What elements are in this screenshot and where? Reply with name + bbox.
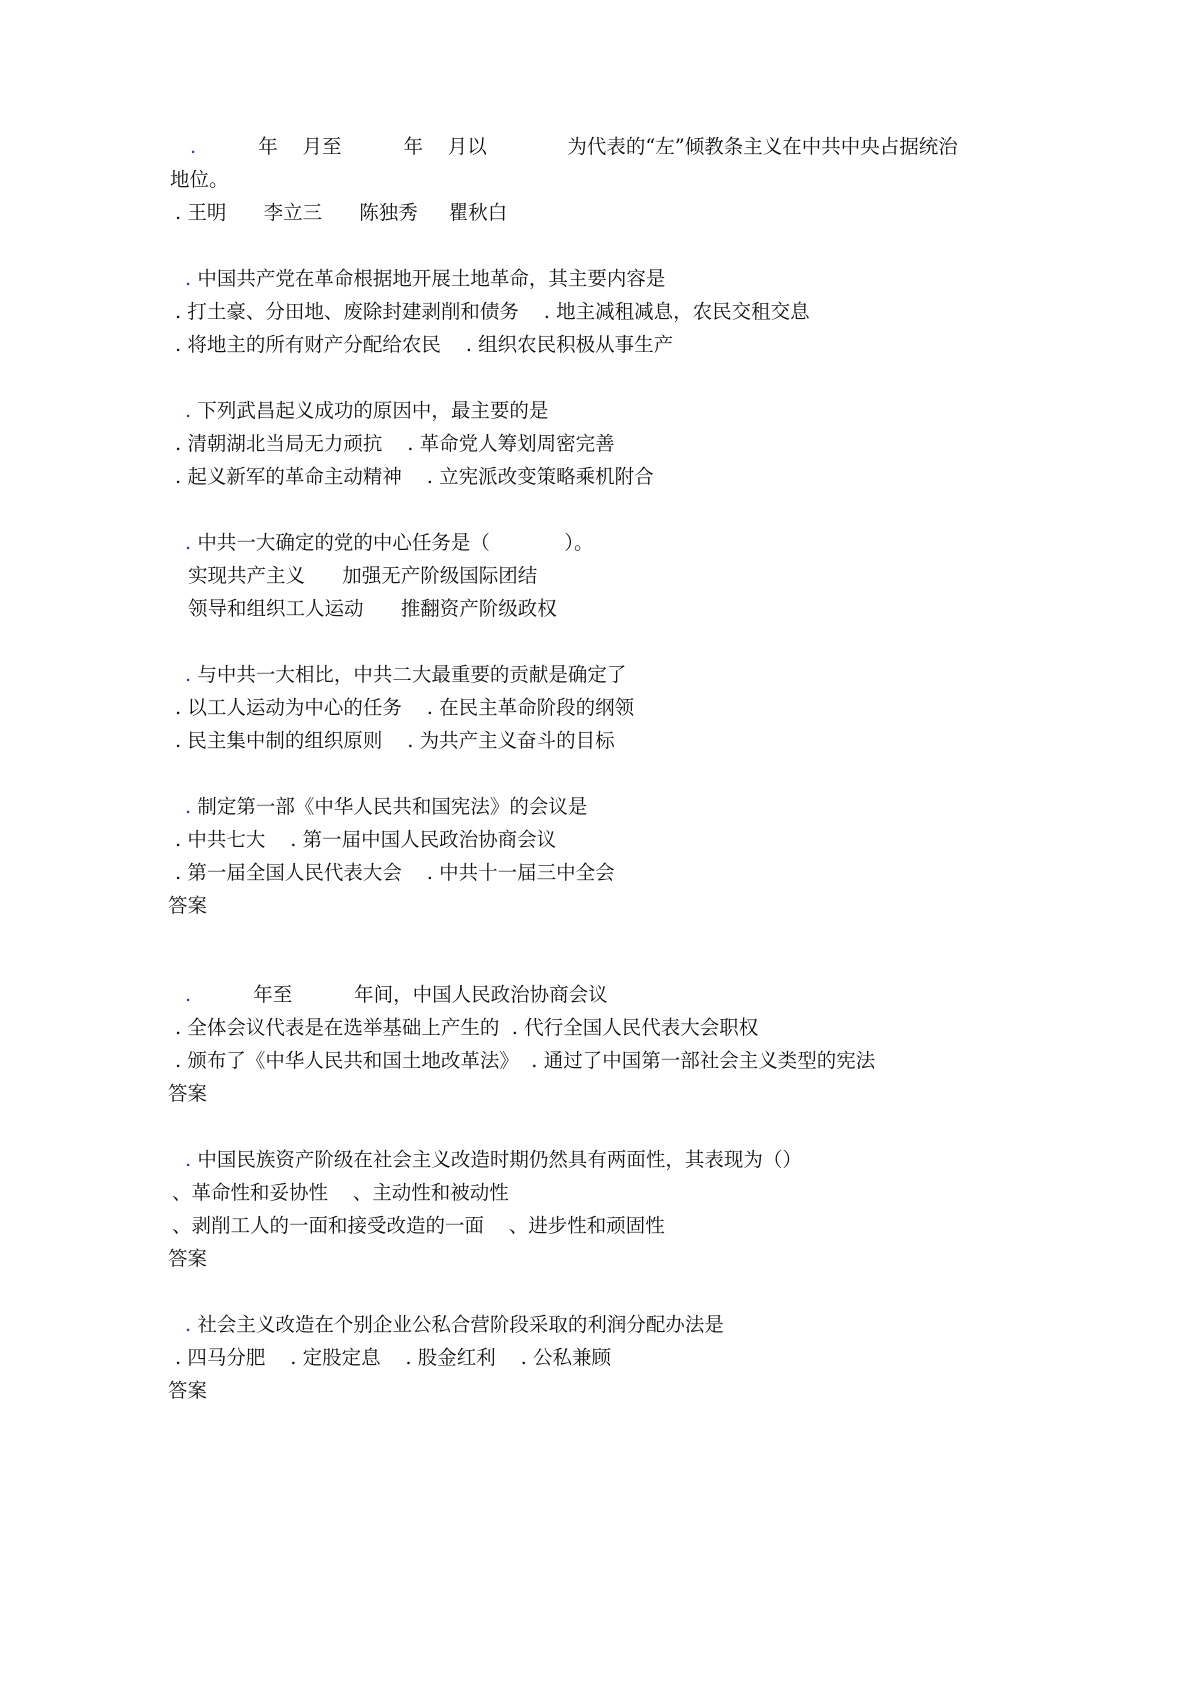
- question-5-options-1: . 以工人运动为中心的任务 . 在民主革命阶段的纲领: [175, 696, 635, 719]
- question-1-stem: . 年 月至 年 月以 为代表的“左”倾教条主义在中共中央占据统治: [190, 135, 958, 158]
- question-8-answer: 答案: [168, 1247, 208, 1270]
- question-3-options-1: . 清朝湖北当局无力顽抗 . 革命党人筹划周密完善: [175, 432, 615, 455]
- question-7-stem: . 年至 年间，中国人民政治协商会议: [185, 983, 608, 1006]
- question-9-options-1: . 四马分肥 . 定股定息 . 股金红利 . 公私兼顾: [175, 1346, 611, 1369]
- question-6-options-2: . 第一届全国人民代表大会 . 中共十一届三中全会: [175, 861, 615, 884]
- question-7-options-1: . 全体会议代表是在选举基础上产生的 . 代行全国人民代表大会职权: [175, 1016, 759, 1039]
- question-number-dot: .: [185, 399, 192, 422]
- question-number-dot: .: [185, 795, 192, 818]
- question-9-answer: 答案: [168, 1379, 208, 1402]
- question-number-dot: .: [185, 267, 192, 290]
- question-number-dot: .: [190, 135, 197, 158]
- question-number-dot: .: [185, 983, 192, 1006]
- question-5-stem: . 与中共一大相比，中共二大最重要的贡献是确定了: [185, 663, 627, 686]
- question-2-stem: . 中国共产党在革命根据地开展土地革命，其主要内容是: [185, 267, 666, 290]
- question-number-dot: .: [185, 663, 192, 686]
- question-3-options-2: . 起义新军的革命主动精神 . 立宪派改变策略乘机附合: [175, 465, 654, 488]
- question-8-options-1: 、革命性和妥协性 、主动性和被动性: [172, 1181, 509, 1204]
- question-number-dot: .: [185, 1313, 192, 1336]
- question-6-options-1: . 中共七大 . 第一届中国人民政治协商会议: [175, 828, 557, 851]
- question-number-dot: .: [185, 531, 192, 554]
- question-8-options-2: 、剥削工人的一面和接受改造的一面 、进步性和顽固性: [172, 1214, 665, 1237]
- question-4-stem: . 中共一大确定的党的中心任务是（ ）。: [185, 531, 594, 554]
- question-7-options-2: . 颁布了《中华人民共和国土地改革法》 . 通过了中国第一部社会主义类型的宪法: [175, 1049, 876, 1072]
- question-7-answer: 答案: [168, 1082, 208, 1105]
- question-2-options-2: . 将地主的所有财产分配给农民 . 组织农民积极从事生产: [175, 333, 674, 356]
- question-9-stem: . 社会主义改造在个别企业公私合营阶段采取的利润分配办法是: [185, 1313, 724, 1336]
- question-3-stem: . 下列武昌起义成功的原因中，最主要的是: [185, 399, 549, 422]
- question-8-stem: . 中国民族资产阶级在社会主义改造时期仍然具有两面性，其表现为（）: [185, 1148, 802, 1171]
- question-4-options-1: 实现共产主义 加强无产阶级国际团结: [188, 564, 538, 587]
- question-4-options-2: 领导和组织工人运动 推翻资产阶级政权: [188, 597, 557, 620]
- question-1-options-1: . 王明 李立三 陈独秀 瞿秋白: [175, 201, 508, 224]
- question-6-stem: . 制定第一部《中华人民共和国宪法》的会议是: [185, 795, 588, 818]
- question-2-options-1: . 打土豪、分田地、废除封建剥削和债务 . 地主减租减息，农民交租交息: [175, 300, 810, 323]
- question-5-options-2: . 民主集中制的组织原则 . 为共产主义奋斗的目标: [175, 729, 615, 752]
- question-6-answer: 答案: [168, 894, 208, 917]
- question-1-stem-cont: 地位。: [170, 168, 229, 191]
- question-number-dot: .: [185, 1148, 192, 1171]
